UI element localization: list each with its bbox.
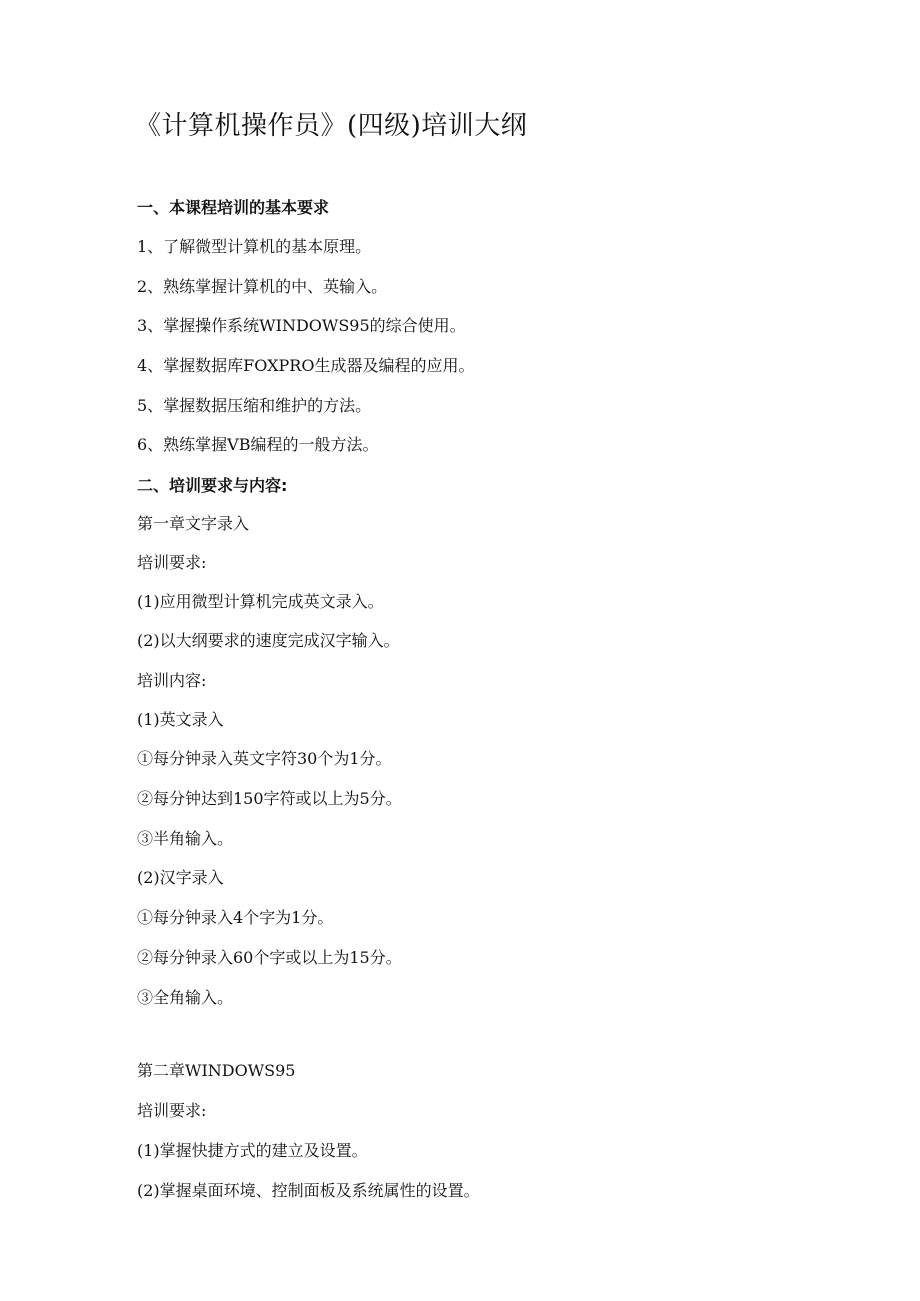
section-heading-training-content: 二、培训要求与内容: (137, 476, 288, 495)
chapter-title: 第二章WINDOWS95 (137, 1061, 296, 1080)
list-item: ①每分钟录入4个字为1分。 (137, 908, 334, 927)
requirement-item: 3、掌握操作系统WINDOWS95的综合使用。 (137, 316, 466, 335)
subsection-label: 培训要求: (137, 553, 207, 572)
list-item: (2)汉字录入 (137, 868, 224, 887)
list-item: (2)掌握桌面环境、控制面板及系统属性的设置。 (137, 1181, 480, 1200)
list-item: ①每分钟录入英文字符30个为1分。 (137, 749, 392, 768)
requirement-item: 5、掌握数据压缩和维护的方法。 (137, 396, 372, 415)
list-item: (1)应用微型计算机完成英文录入。 (137, 592, 384, 611)
list-item: ②每分钟录入60个字或以上为15分。 (137, 948, 402, 967)
requirement-item: 6、熟练掌握VB编程的一般方法。 (137, 435, 379, 454)
list-item: ②每分钟达到150字符或以上为5分。 (137, 789, 402, 808)
requirement-item: 4、掌握数据库FOXPRO生成器及编程的应用。 (137, 356, 475, 375)
chapter-title: 第一章文字录入 (137, 514, 250, 533)
subsection-label: 培训内容: (137, 671, 207, 690)
requirement-item: 2、熟练掌握计算机的中、英输入。 (137, 277, 388, 296)
list-item: ③全角输入。 (137, 988, 234, 1007)
document-title: 《计算机操作员》(四级)培训大纲 (135, 111, 528, 141)
list-item: ③半角输入。 (137, 829, 234, 848)
list-item: (1)掌握快捷方式的建立及设置。 (137, 1141, 368, 1160)
subsection-label: 培训要求: (137, 1101, 207, 1120)
requirement-item: 1、了解微型计算机的基本原理。 (137, 237, 372, 256)
section-heading-basic-requirements: 一、本课程培训的基本要求 (137, 198, 330, 217)
list-item: (1)英文录入 (137, 710, 224, 729)
list-item: (2)以大纲要求的速度完成汉字输入。 (137, 631, 400, 650)
